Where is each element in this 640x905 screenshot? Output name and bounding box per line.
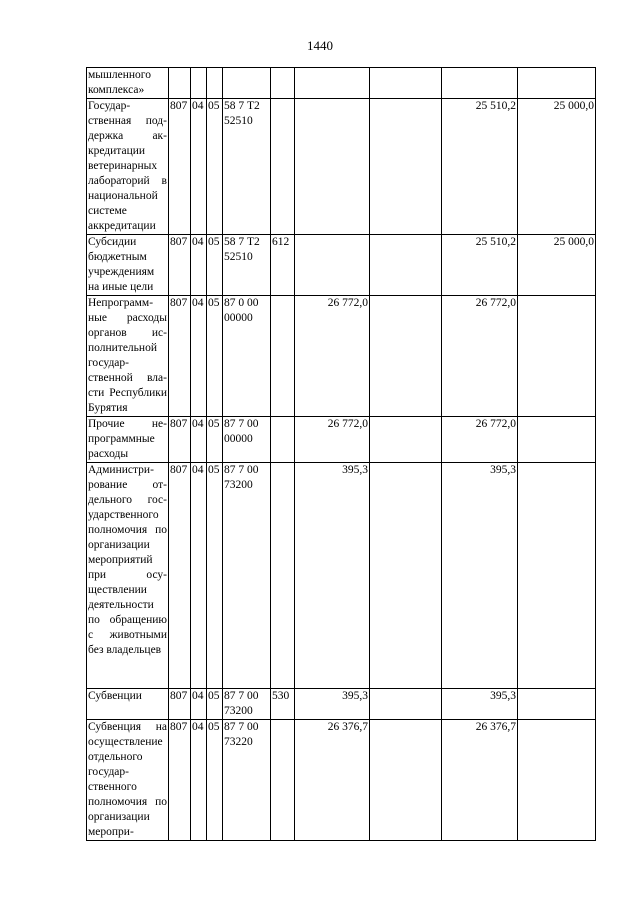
amount-col10 [518,68,596,99]
amount-col8 [370,296,442,417]
target-article-code: 58 7 Т2 52510 [223,235,271,296]
target-article-code: 87 7 00 00000 [223,417,271,463]
amount-col10 [518,417,596,463]
expense-type-code [271,417,295,463]
target-article-code: 58 7 Т2 52510 [223,99,271,235]
amount-col10 [518,689,596,720]
target-article-code: 87 7 00 73200 [223,463,271,689]
subsection-code: 05 [207,463,223,689]
ministry-code: 807 [169,235,191,296]
amount-col8 [370,68,442,99]
expense-type-code: 612 [271,235,295,296]
amount-col7: 26 376,7 [295,720,370,841]
row-name: мышленного комплекса» [87,68,169,99]
amount-col7: 395,3 [295,463,370,689]
section-code: 04 [191,417,207,463]
amount-col9: 395,3 [442,463,518,689]
target-article-code: 87 7 00 73200 [223,689,271,720]
table-body [87,68,596,841]
amount-col7: 26 772,0 [295,417,370,463]
table-row [87,463,596,689]
ministry-code: 807 [169,720,191,841]
ministry-code: 807 [169,463,191,689]
row-name: Государственная поддержка аккредитации ветеринарных лабораторий в национальной системе аккредитации [87,99,169,235]
subsection-code: 05 [207,689,223,720]
amount-col10: 25 000,0 [518,235,596,296]
expense-type-code [271,68,295,99]
amount-col9: 26 376,7 [442,720,518,841]
section-code: 04 [191,720,207,841]
amount-col9: 26 772,0 [442,296,518,417]
table-row [87,689,596,720]
target-article-code: 87 7 00 73220 [223,720,271,841]
amount-col7: 26 772,0 [295,296,370,417]
amount-col9: 395,3 [442,689,518,720]
amount-col10: 25 000,0 [518,99,596,235]
row-name: Непрограммные расходы органов исполнительной государственной власти Республики Бурятия [87,296,169,417]
expense-type-code [271,99,295,235]
ministry-code: 807 [169,417,191,463]
amount-col9: 25 510,2 [442,235,518,296]
expense-type-code: 530 [271,689,295,720]
ministry-code [169,68,191,99]
row-name: Администрирование отдельного государственного полномочия по организации мероприятий при осуществлении деятельности по обращению с животными без владельцев [87,463,169,689]
table-row [87,99,596,235]
amount-col7 [295,68,370,99]
ministry-code: 807 [169,99,191,235]
row-name: Субсидии бюджетным учреждениям на иные цели [87,235,169,296]
row-name: Субвенции [87,689,169,720]
amount-col8 [370,235,442,296]
budget-table [86,67,596,841]
row-name: Прочие непрограммные расходы [87,417,169,463]
amount-col10 [518,296,596,417]
subsection-code: 05 [207,99,223,235]
section-code: 04 [191,689,207,720]
amount-col10 [518,720,596,841]
amount-col7 [295,235,370,296]
table-row [87,417,596,463]
amount-col7: 395,3 [295,689,370,720]
table-row [87,68,596,99]
section-code: 04 [191,463,207,689]
table-row [87,720,596,841]
section-code: 04 [191,296,207,417]
subsection-code: 05 [207,720,223,841]
amount-col8 [370,720,442,841]
subsection-code: 05 [207,296,223,417]
section-code: 04 [191,99,207,235]
amount-col8 [370,463,442,689]
amount-col8 [370,689,442,720]
amount-col7 [295,99,370,235]
amount-col8 [370,99,442,235]
ministry-code: 807 [169,296,191,417]
amount-col8 [370,417,442,463]
amount-col10 [518,463,596,689]
table-row [87,235,596,296]
expense-type-code [271,463,295,689]
section-code: 04 [191,235,207,296]
table-row [87,296,596,417]
amount-col9: 26 772,0 [442,417,518,463]
subsection-code: 05 [207,235,223,296]
expense-type-code [271,296,295,417]
amount-col9 [442,68,518,99]
page-number: 1440 [307,38,333,53]
section-code [191,68,207,99]
subsection-code: 05 [207,417,223,463]
ministry-code: 807 [169,689,191,720]
target-article-code [223,68,271,99]
amount-col9: 25 510,2 [442,99,518,235]
expense-type-code [271,720,295,841]
target-article-code: 87 0 00 00000 [223,296,271,417]
row-name: Субвенция на осуществление отдельного государственного полномочия по организации меропри- [87,720,169,841]
subsection-code [207,68,223,99]
